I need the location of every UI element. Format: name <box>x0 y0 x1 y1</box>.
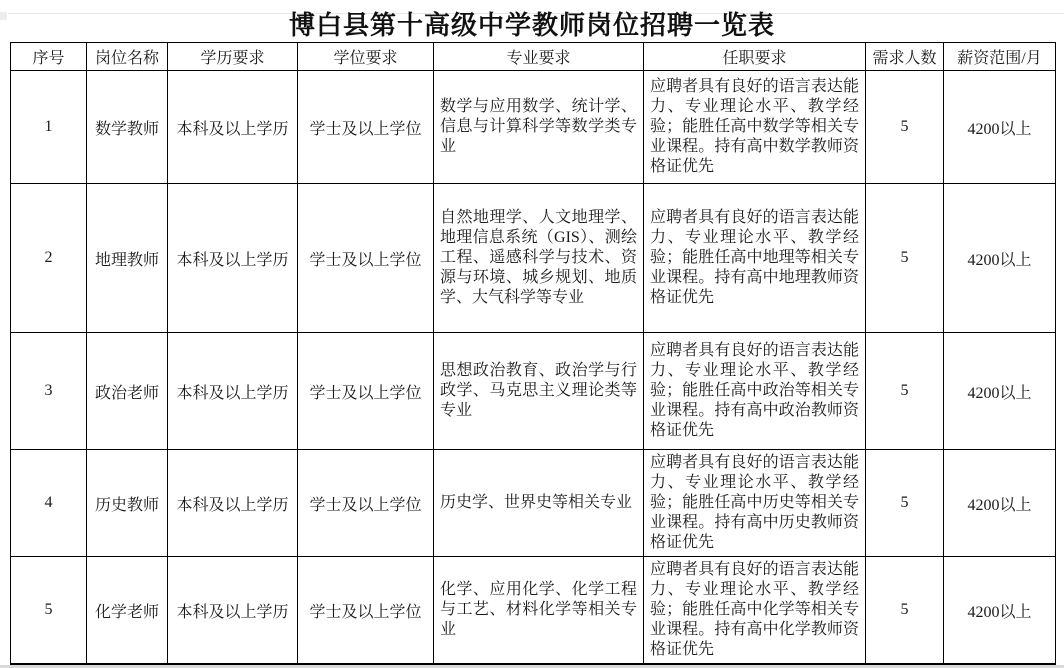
cell-position: 历史教师 <box>87 450 168 557</box>
recruitment-table <box>10 42 1056 665</box>
cell-index: 5 <box>11 557 87 665</box>
cell-requirements: 应聘者具有良好的语言表达能力、专业理论水平、教学经验；能胜任高中数学等相关专业课程。持有高中数学教师资格证优先 <box>644 71 866 184</box>
cell-major: 化学、应用化学、化学工程与工艺、材料化学等相关专业 <box>434 557 644 665</box>
cell-salary: 4200以上 <box>944 450 1056 557</box>
cell-salary: 4200以上 <box>944 557 1056 665</box>
cell-degree: 学士及以上学位 <box>298 450 434 557</box>
cell-headcount: 5 <box>866 333 944 450</box>
cell-index: 1 <box>11 71 87 184</box>
header-cell-requirements: 任职要求 <box>644 43 866 71</box>
header-cell-index: 序号 <box>11 43 87 71</box>
cell-education: 本科及以上学历 <box>168 184 298 333</box>
cell-major: 思想政治教育、政治学与行政学、马克思主义理论类等专业 <box>434 333 644 450</box>
cell-major: 历史学、世界史等相关专业 <box>434 450 644 557</box>
cell-headcount: 5 <box>866 450 944 557</box>
table-row <box>11 450 1056 557</box>
cell-headcount: 5 <box>866 557 944 665</box>
table-row <box>11 557 1056 665</box>
cell-education: 本科及以上学历 <box>168 450 298 557</box>
cell-requirements: 应聘者具有良好的语言表达能力、专业理论水平、教学经验；能胜任高中历史等相关专业课程。持有高中历史教师资格证优先 <box>644 450 866 557</box>
page-title: 博白县第十高级中学教师岗位招聘一览表 <box>288 11 775 40</box>
cell-position: 数学教师 <box>87 71 168 184</box>
header-cell-degree: 学位要求 <box>298 43 434 71</box>
table-row <box>11 71 1056 184</box>
header-cell-education: 学历要求 <box>168 43 298 71</box>
cell-salary: 4200以上 <box>944 184 1056 333</box>
cell-requirements: 应聘者具有良好的语言表达能力、专业理论水平、教学经验；能胜任高中地理等相关专业课程。持有高中地理教师资格证优先 <box>644 184 866 333</box>
cell-degree: 学士及以上学位 <box>298 557 434 665</box>
table-row <box>11 184 1056 333</box>
cell-position: 化学老师 <box>87 557 168 665</box>
table-row <box>11 333 1056 450</box>
cell-degree: 学士及以上学位 <box>298 71 434 184</box>
cell-index: 2 <box>11 184 87 333</box>
cell-index: 3 <box>11 333 87 450</box>
cell-major: 数学与应用数学、统计学、信息与计算科学等数学类专业 <box>434 71 644 184</box>
cell-education: 本科及以上学历 <box>168 71 298 184</box>
cell-degree: 学士及以上学位 <box>298 333 434 450</box>
header-cell-salary: 薪资范围/月 <box>944 43 1056 71</box>
cell-major: 自然地理学、人文地理学、地理信息系统（GIS）、测绘工程、遥感科学与技术、资源与环境、城乡规划、地质学、大气科学等专业 <box>434 184 644 333</box>
cell-education: 本科及以上学历 <box>168 333 298 450</box>
cell-requirements: 应聘者具有良好的语言表达能力、专业理论水平、教学经验；能胜任高中政治等相关专业课程。持有高中政治教师资格证优先 <box>644 333 866 450</box>
cell-salary: 4200以上 <box>944 333 1056 450</box>
header-cell-headcount: 需求人数 <box>866 43 944 71</box>
cell-headcount: 5 <box>866 71 944 184</box>
cell-position: 政治老师 <box>87 333 168 450</box>
header-cell-major: 专业要求 <box>434 43 644 71</box>
cell-headcount: 5 <box>866 184 944 333</box>
table-header-row <box>11 43 1056 71</box>
header-cell-position: 岗位名称 <box>87 43 168 71</box>
cell-index: 4 <box>11 450 87 557</box>
cell-salary: 4200以上 <box>944 71 1056 184</box>
cell-requirements: 应聘者具有良好的语言表达能力、专业理论水平、教学经验；能胜任高中化学等相关专业课程。持有高中化学教师资格证优先 <box>644 557 866 665</box>
cell-education: 本科及以上学历 <box>168 557 298 665</box>
cell-degree: 学士及以上学位 <box>298 184 434 333</box>
cell-position: 地理教师 <box>87 184 168 333</box>
